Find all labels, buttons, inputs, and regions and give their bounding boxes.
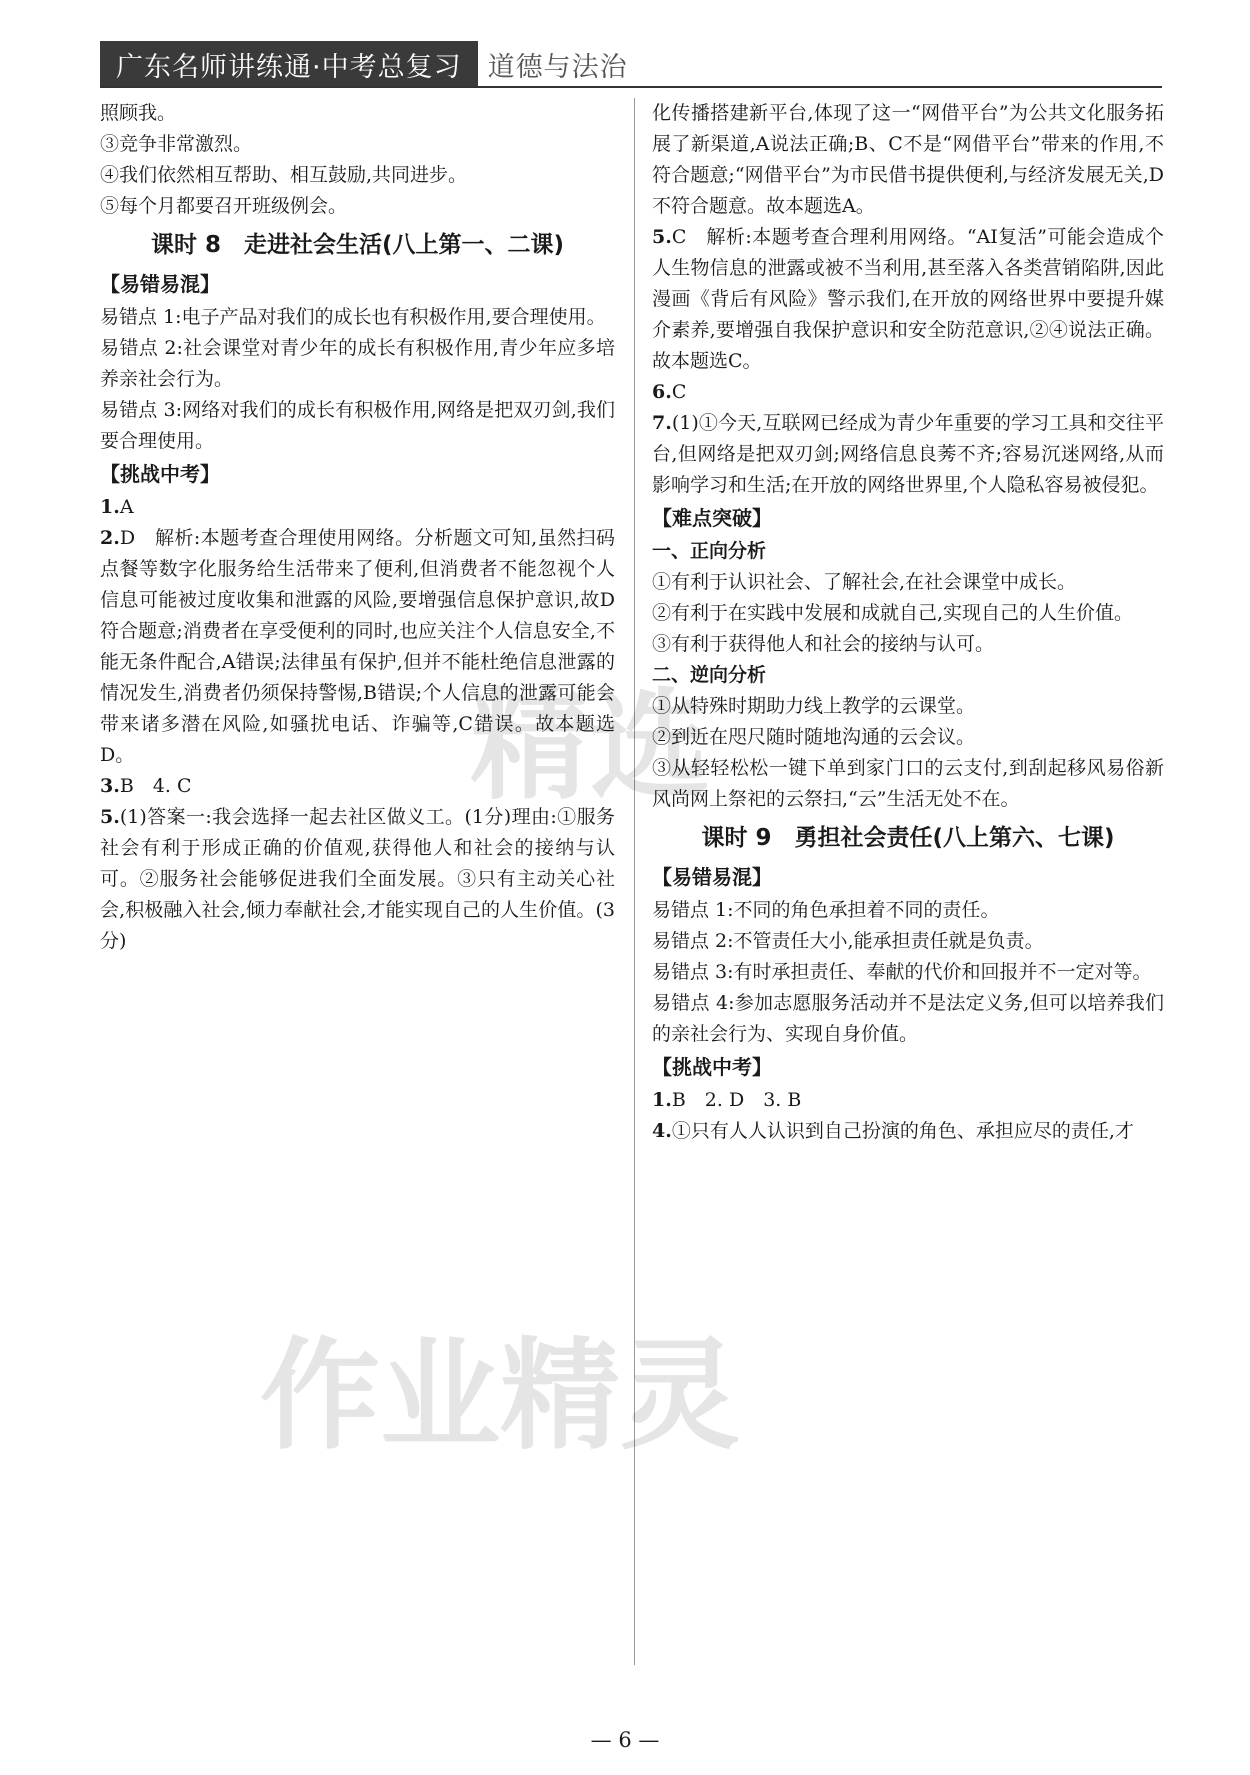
answer-number: 3. xyxy=(100,775,120,797)
subsection-title: 二、逆向分析 xyxy=(652,664,767,686)
answer-number: 7. xyxy=(652,412,672,434)
answer-item xyxy=(100,771,615,802)
easy-wrong-point: 易错点 2:不管责任大小,能承担责任就是负责。 xyxy=(652,930,1044,952)
lesson-title: 课时 9 勇担社会责任(八上第六、七课) xyxy=(701,825,1115,851)
watermark: 作业精灵 xyxy=(260,1327,740,1466)
answer-number: 5. xyxy=(652,226,672,248)
section-title: 【易错易混】 xyxy=(652,865,772,889)
answer-number: 2. xyxy=(100,527,120,549)
analysis-point: ③从轻轻松松一键下单到家门口的云支付,到刮起移风易俗新风尚网上祭祀的云祭扫,“云”生活无处不在。 xyxy=(652,757,1164,810)
watermark: 精选 xyxy=(470,677,710,816)
answer-number: 6. xyxy=(652,381,672,403)
answer-text: D 解析:本题考查合理使用网络。分析题文可知,虽然扫码点餐等数字化服务给生活带来了便利,但消费者不能忽视个人信息可能被过度收集和泄露的风险,要增强信息保护意识,故D符合题意;消费者在享受便利的同时,也应关注个人信息安全,不能无条件配合,A错误;法律虽有保护,但并不能杜绝信息泄露的情况发生,消费者仍须保持警惕,B错误;个人信息的泄露可能会带来诸多潜在风险,如骚扰电话、诈骗等,C错误。故本题选D。 xyxy=(100,527,615,766)
column-divider xyxy=(634,98,635,1665)
intro-line: ③竞争非常激烈。 xyxy=(100,133,253,155)
easy-wrong-point: 易错点 1:不同的角色承担着不同的责任。 xyxy=(652,899,1000,921)
lesson-title: 课时 8 走进社会生活(八上第一、二课) xyxy=(150,232,565,258)
series-title: 广东名师讲练通·中考总复习 xyxy=(100,41,478,88)
answer-number: 5. xyxy=(100,806,120,828)
easy-wrong-point: 易错点 3:网络对我们的成长有积极作用,网络是把双刃剑,我们要合理使用。 xyxy=(100,399,615,452)
subsection-title: 一、正向分析 xyxy=(652,540,767,562)
section-title: 【挑战中考】 xyxy=(100,462,220,486)
page-number: — 6 — xyxy=(590,1728,660,1752)
answer-text: C 解析:本题考查合理利用网络。“AI复活”可能会造成个人生物信息的泄露或被不当利用,甚至落入各类营销陷阱,因此漫画《背后有风险》警示我们,在开放的网络世界中要提升媒介素养,要增强自我保护意识和安全防范意识,②④说法正确。故本题选C。 xyxy=(652,226,1164,372)
analysis-point: ③有利于获得他人和社会的接纳与认可。 xyxy=(652,633,995,655)
analysis-point: ②到近在咫尺随时随地沟通的云会议。 xyxy=(652,726,976,748)
answer-text: A xyxy=(119,496,134,518)
analysis-point: ①有利于认识社会、了解社会,在社会课堂中成长。 xyxy=(652,571,1077,593)
analysis-point: ①从特殊时期助力线上教学的云课堂。 xyxy=(652,695,976,717)
easy-wrong-point: 易错点 3:有时承担责任、奉献的代价和回报并不一定对等。 xyxy=(652,961,1152,983)
intro-line: ④我们依然相互帮助、相互鼓励,共同进步。 xyxy=(100,164,468,186)
answer-item xyxy=(652,377,1164,408)
section-title: 【难点突破】 xyxy=(652,506,772,530)
section-title: 【挑战中考】 xyxy=(652,1055,772,1079)
header-rule xyxy=(100,86,1162,88)
page-header xyxy=(100,44,628,84)
answer-item xyxy=(100,492,615,523)
answer-item xyxy=(100,523,615,771)
right-column xyxy=(652,98,1164,1147)
answer-item xyxy=(100,802,615,957)
analysis-point: ②有利于在实践中发展和成就自己,实现自己的人生价值。 xyxy=(652,602,1134,624)
answer-item xyxy=(652,222,1164,377)
answer-number: 1. xyxy=(100,496,120,518)
answer-item xyxy=(652,1085,1164,1116)
answer-number: 4. xyxy=(652,1120,672,1142)
answer-number: 1. xyxy=(652,1089,672,1111)
answer-text: B 2. D 3. B xyxy=(671,1089,802,1111)
answer-text: C xyxy=(671,381,687,403)
answer-text: (1)①今天,互联网已经成为青少年重要的学习工具和交往平台,但网络是把双刃剑;网络信息良莠不齐;容易沉迷网络,从而影响学习和生活;在开放的网络世界里,个人隐私容易被侵犯。 xyxy=(652,412,1164,496)
answer-text: (1)答案一:我会选择一起去社区做义工。(1分)理由:①服务社会有利于形成正确的价值观,获得他人和社会的接纳与认可。②服务社会能够促进我们全面发展。③只有主动关心社会,积极融入社会,倾力奉献社会,才能实现自己的人生价值。(3分) xyxy=(100,806,615,952)
easy-wrong-point: 易错点 1:电子产品对我们的成长也有积极作用,要合理使用。 xyxy=(100,306,606,328)
easy-wrong-point: 易错点 4:参加志愿服务活动并不是法定义务,但可以培养我们的亲社会行为、实现自身价值。 xyxy=(652,992,1164,1045)
subject-title: 道德与法治 xyxy=(487,51,628,83)
answer-item xyxy=(652,408,1164,501)
continued-text: 化传播搭建新平台,体现了这一“网借平台”为公共文化服务拓展了新渠道,A说法正确;B、C不是“网借平台”带来的作用,不符合题意;“网借平台”为市民借书提供便利,与经济发展无关,D不符合题意。故本题选A。 xyxy=(652,102,1164,217)
intro-line: 照顾我。 xyxy=(100,102,177,124)
easy-wrong-point: 易错点 2:社会课堂对青少年的成长有积极作用,青少年应多培养亲社会行为。 xyxy=(100,337,615,390)
answer-text: B 4. C xyxy=(119,775,192,797)
intro-line: ⑤每个月都要召开班级例会。 xyxy=(100,195,348,217)
answer-item xyxy=(652,1116,1164,1147)
section-title: 【易错易混】 xyxy=(100,272,220,296)
answer-text: ①只有人人认识到自己扮演的角色、承担应尽的责任,才 xyxy=(671,1120,1134,1142)
left-column xyxy=(100,98,615,957)
